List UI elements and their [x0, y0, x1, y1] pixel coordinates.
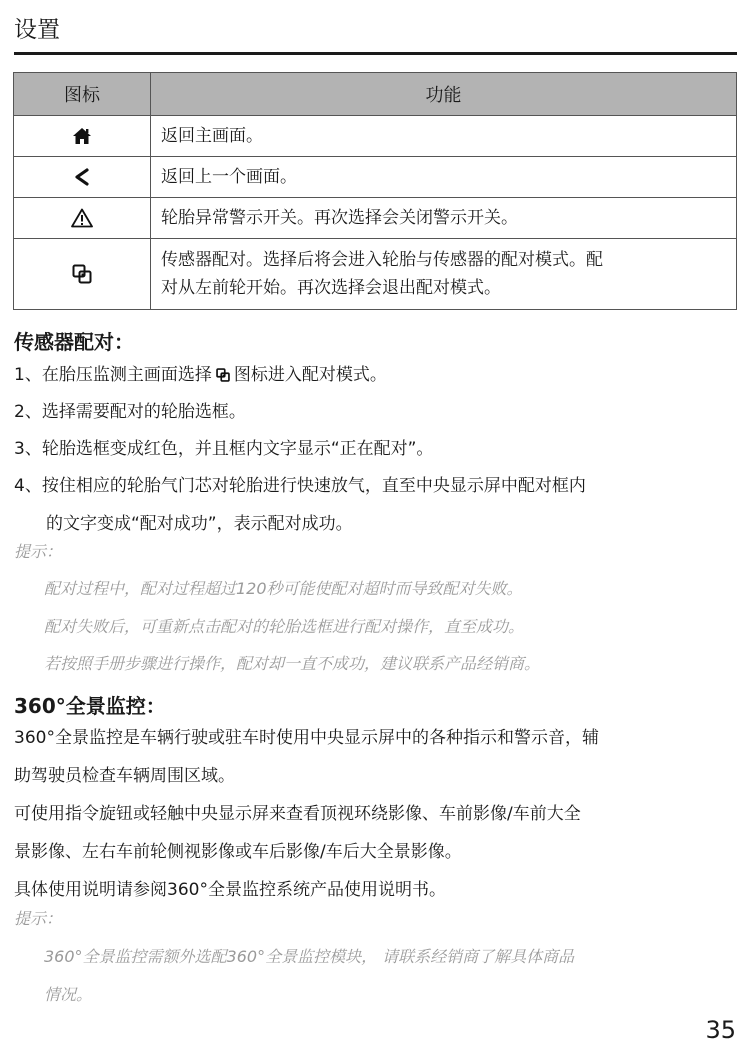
pairing-hint-3: 若按照手册步骤进行操作，配对却一直不成功，建议联系产品经销商。	[44, 654, 541, 673]
header-function-column: 功能	[151, 73, 737, 116]
surround-para-2-line-1: 可使用指令旋钮或轻触中央显示屏来查看顶视环绕影像、车前影像/车前大全	[14, 804, 581, 824]
title-divider	[14, 52, 737, 55]
pairing-step-2: 2、选择需要配对的轮胎选框。	[14, 402, 246, 422]
table-header-row	[14, 73, 737, 116]
back-chevron-icon	[74, 168, 90, 186]
surround-view-heading: 360°全景监控：	[14, 694, 166, 718]
table-cell-function: 返回上一个画面。	[151, 157, 737, 198]
table-row	[14, 239, 737, 310]
pairing-icon	[72, 264, 92, 284]
surround-para-3: 具体使用说明请参阅360°全景监控系统产品使用说明书。	[14, 880, 446, 900]
table-cell-function: 返回主画面。	[151, 116, 737, 157]
pairing-heading: 传感器配对：	[14, 330, 134, 354]
surround-para-1-line-2: 助驾驶员检查车辆周围区域。	[14, 766, 235, 786]
step-1-text-end: 图标进入配对模式。	[233, 365, 387, 385]
warning-triangle-icon	[71, 208, 93, 228]
function-line: 传感器配对。选择后将会进入轮胎与传感器的配对模式。配	[161, 250, 603, 270]
table-row	[14, 157, 737, 198]
surround-hint-label: 提示：	[14, 909, 63, 928]
pairing-step-1	[14, 362, 387, 388]
pairing-hint-2: 配对失败后，可重新点击配对的轮胎选框进行配对操作，直至成功。	[44, 617, 525, 636]
home-icon	[72, 127, 92, 145]
table-row	[14, 198, 737, 239]
pairing-step-3: 3、轮胎选框变成红色，并且框内文字显示“正在配对”。	[14, 439, 434, 459]
surround-hint-line-2: 情况。	[44, 985, 93, 1004]
table-cell-function: 轮胎异常警示开关。再次选择会关闭警示开关。	[151, 198, 737, 239]
pairing-hint-label: 提示：	[14, 542, 63, 561]
step-1-text-start: 1、在胎压监测主画面选择	[14, 365, 212, 385]
table-row	[14, 116, 737, 157]
pairing-step-4-line-2: 的文字变成“配对成功”，表示配对成功。	[46, 514, 353, 534]
surround-para-1-line-1: 360°全景监控是车辆行驶或驻车时使用中央显示屏中的各种指示和警示音，辅	[14, 728, 599, 748]
function-line: 对从左前轮开始。再次选择会退出配对模式。	[161, 278, 501, 298]
pairing-hint-1: 配对过程中，配对过程超过120秒可能使配对超时而导致配对失败。	[44, 579, 523, 598]
header-icon-column: 图标	[14, 73, 151, 116]
page-title: 设置	[14, 17, 60, 43]
icon-function-table	[13, 72, 737, 310]
pairing-inline-icon	[216, 368, 230, 382]
surround-hint-line-1: 360°全景监控需额外选配360°全景监控模块， 请联系经销商了解具体商品	[44, 947, 575, 966]
pairing-step-4-line-1: 4、按住相应的轮胎气门芯对轮胎进行快速放气，直至中央显示屏中配对框内	[14, 476, 586, 496]
table-cell-function	[151, 239, 737, 310]
surround-para-2-line-2: 景影像、左右车前轮侧视影像或车后影像/车后大全景影像。	[14, 842, 462, 862]
page-number: 35	[705, 1016, 736, 1044]
